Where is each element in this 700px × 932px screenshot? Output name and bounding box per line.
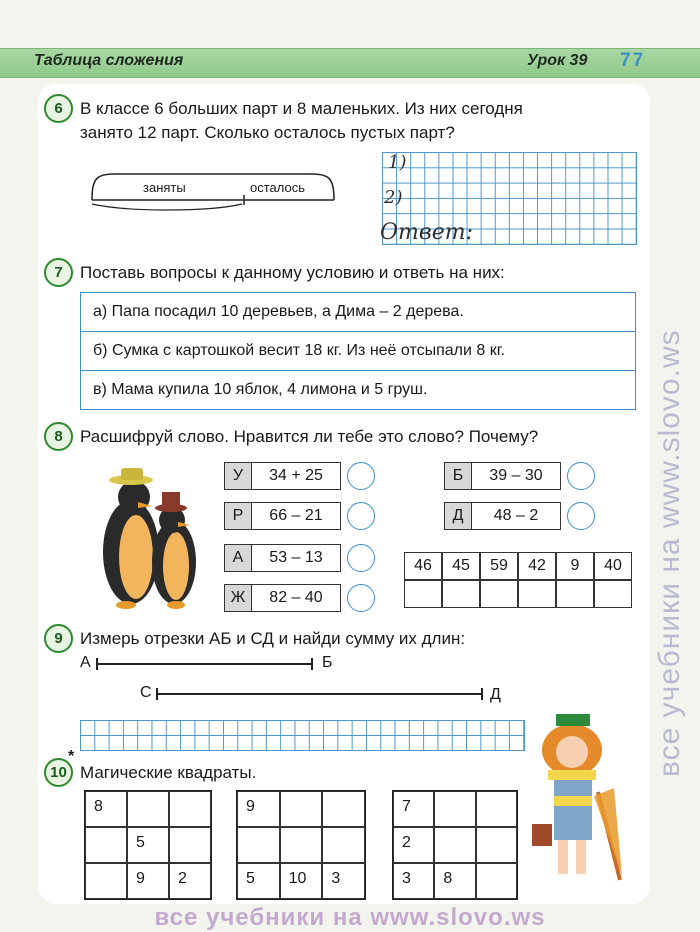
scheme-label-left: осталось (250, 180, 306, 195)
decode-letter: Ж (224, 584, 252, 612)
decode-row-r (224, 502, 375, 530)
square-cell: 3 (393, 863, 434, 899)
magic-square-3 (392, 790, 518, 900)
task7-condition-b: б) Сумка с картошкой весит 18 кг. Из неё отсыпали 8 кг. (81, 332, 635, 371)
square-cell[interactable] (85, 863, 127, 899)
letter-answer-cell[interactable] (556, 580, 594, 608)
segment-cd (156, 693, 482, 695)
task-number-10: 10 (44, 758, 73, 787)
decode-row-a (224, 544, 375, 572)
side-watermark-text: все учебники на www.slovo.ws (653, 329, 686, 777)
square-cell: 2 (169, 863, 211, 899)
task9-answer-grid[interactable] (80, 720, 525, 751)
task-number-6: 6 (44, 94, 73, 123)
header-title: Таблица сложения (34, 52, 184, 69)
task6-hw-answer: Ответ: (380, 220, 473, 245)
point-c-label: С (140, 684, 152, 701)
point-b-label: Б (322, 654, 333, 671)
square-cell: 9 (237, 791, 280, 827)
decode-row-b (444, 462, 595, 490)
answer-circle[interactable] (347, 584, 375, 612)
magic-square-2 (236, 790, 366, 900)
point-a-label: А (80, 654, 91, 671)
decode-expression: 82 – 40 (252, 584, 341, 612)
task6-text-line2: занято 12 парт. Сколько осталось пустых парт? (80, 123, 455, 142)
page-number: 77 (620, 50, 646, 71)
penguins-illustration (86, 462, 216, 612)
decode-expression: 34 + 25 (252, 462, 341, 490)
answer-circle[interactable] (347, 502, 375, 530)
task9-text: Измерь отрезки АБ и СД и найди сумму их длин: (80, 629, 466, 648)
square-cell[interactable] (476, 863, 517, 899)
square-cell[interactable] (434, 827, 475, 863)
square-cell[interactable] (434, 791, 475, 827)
magic-square-1 (84, 790, 212, 900)
square-cell[interactable] (322, 791, 365, 827)
girl-illustration (528, 712, 628, 888)
decode-expression: 66 – 21 (252, 502, 341, 530)
decode-expression: 39 – 30 (472, 462, 561, 490)
task-number-9: 9 (44, 624, 73, 653)
code-cell: 9 (556, 552, 594, 580)
letter-answer-cell[interactable] (442, 580, 480, 608)
task7-text: Поставь вопросы к данному условию и ответь на них: (80, 263, 505, 282)
task7-condition-a: а) Папа посадил 10 деревьев, а Дима – 2 дерева. (81, 293, 635, 332)
task8-text: Расшифруй слово. Нравится ли тебе это слово? Почему? (80, 427, 539, 446)
square-cell: 7 (393, 791, 434, 827)
decode-letter: У (224, 462, 252, 490)
code-cell: 42 (518, 552, 556, 580)
square-cell[interactable] (476, 827, 517, 863)
answer-circle[interactable] (347, 544, 375, 572)
decode-letter: А (224, 544, 252, 572)
letter-answer-cell[interactable] (518, 580, 556, 608)
decode-row-d (444, 502, 595, 530)
decode-letter: Д (444, 502, 472, 530)
segment-ab-tick-b (311, 658, 313, 670)
segment-ab-tick-a (96, 658, 98, 670)
square-cell[interactable] (127, 791, 169, 827)
square-cell[interactable] (322, 827, 365, 863)
letter-answer-cell[interactable] (480, 580, 518, 608)
square-cell: 10 (280, 863, 323, 899)
square-cell[interactable] (237, 827, 280, 863)
square-cell[interactable] (169, 827, 211, 863)
segment-cd-tick-d (481, 688, 483, 700)
answer-circle[interactable] (347, 462, 375, 490)
code-table (404, 552, 632, 608)
decode-expression: 53 – 13 (252, 544, 341, 572)
code-cell: 46 (404, 552, 442, 580)
square-cell: 2 (393, 827, 434, 863)
decode-row-zh (224, 584, 375, 612)
square-cell[interactable] (476, 791, 517, 827)
square-cell: 8 (85, 791, 127, 827)
star-mark: * (68, 748, 75, 765)
letter-answer-cell[interactable] (594, 580, 632, 608)
code-cell: 40 (594, 552, 632, 580)
decode-row-u (224, 462, 375, 490)
task-number-8: 8 (44, 422, 73, 451)
decode-expression: 48 – 2 (472, 502, 561, 530)
square-cell: 3 (322, 863, 365, 899)
square-cell: 8 (434, 863, 475, 899)
task6-text-line1: В классе 6 больших парт и 8 маленьких. Из них сегодня (80, 99, 523, 118)
answer-circle[interactable] (567, 502, 595, 530)
task-number-7: 7 (44, 258, 73, 287)
scheme-label-occupied: заняты (143, 180, 186, 195)
task10-text: Магические квадраты. (80, 763, 257, 782)
segment-cd-tick-c (156, 688, 158, 700)
square-cell: 9 (127, 863, 169, 899)
code-cell: 59 (480, 552, 518, 580)
square-cell[interactable] (280, 791, 323, 827)
code-cell: 45 (442, 552, 480, 580)
square-cell[interactable] (85, 827, 127, 863)
side-watermark (640, 120, 700, 800)
task7-condition-c: в) Мама купила 10 яблок, 4 лимона и 5 груш. (93, 381, 428, 398)
decode-letter: Б (444, 462, 472, 490)
decode-letter: Р (224, 502, 252, 530)
bottom-watermark: все учебники на www.slovo.ws (154, 904, 546, 931)
square-cell[interactable] (169, 791, 211, 827)
square-cell: 5 (127, 827, 169, 863)
square-cell[interactable] (280, 827, 323, 863)
task6-hw-step2: 2) (384, 187, 403, 208)
lesson-label: Урок 39 (527, 52, 588, 69)
answer-circle[interactable] (567, 462, 595, 490)
point-d-label: Д (490, 686, 501, 703)
task6-hw-step1: 1) (388, 152, 407, 173)
square-cell: 5 (237, 863, 280, 899)
segment-ab (96, 663, 312, 665)
task7-conditions (80, 292, 636, 410)
letter-answer-cell[interactable] (404, 580, 442, 608)
